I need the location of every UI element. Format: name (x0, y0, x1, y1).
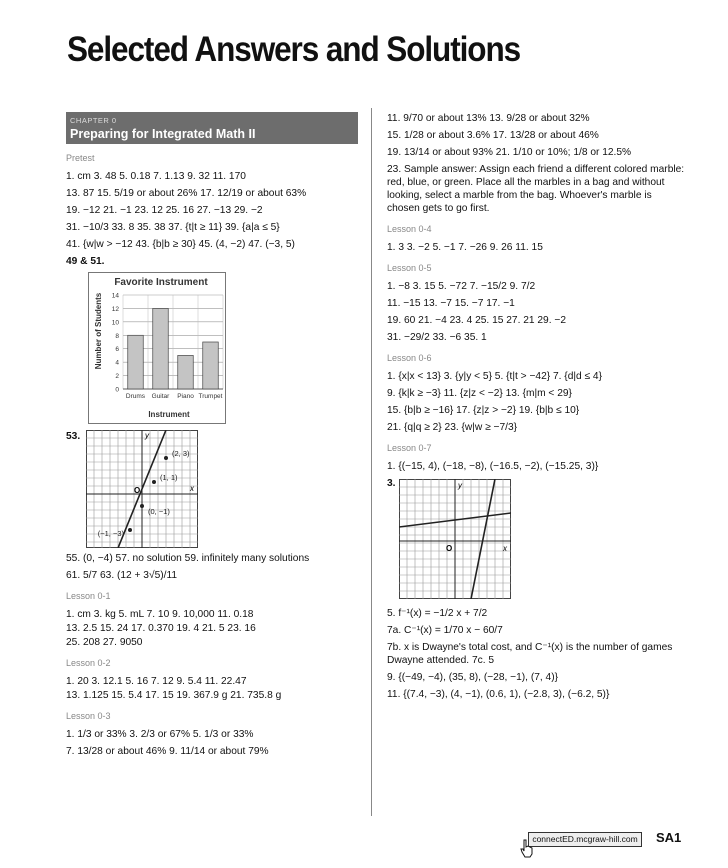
answer-line: 61. 5/7 63. (12 + 3√5)/11 (66, 570, 178, 581)
chart-category-label: Piano (177, 393, 194, 400)
graph-53-label: 53. (66, 431, 81, 442)
chart-bar (128, 335, 144, 389)
answer-line: 5. f⁻¹(x) = −1/2 x + 7/2 (387, 608, 488, 619)
graph-53-point-label: (2, 3) (172, 449, 190, 458)
right-column (387, 112, 687, 705)
lesson-heading: Lesson 0-1 (66, 591, 111, 601)
graph-53-point-label: (1, 1) (160, 473, 178, 482)
answer-line: 1. {(−15, 4), (−18, −8), (−16.5, −2), (−15.25, 3)} (387, 461, 599, 472)
answer-line: 1. −8 3. 15 5. −72 7. −15/2 9. 7/2 (387, 281, 536, 292)
chapter-title: Preparing for Integrated Math II (70, 127, 256, 141)
chart-category-label: Trumpet (198, 393, 223, 400)
answer-line: 13. 1.125 15. 5.4 17. 15 19. 367.9 g 21. 735.8 g (66, 690, 282, 701)
answer-line: 55. (0, −4) 57. no solution 59. infinitely many solutions (66, 553, 310, 564)
chart-category-label: Drums (125, 393, 146, 400)
answer-line: 1. 3 3. −2 5. −1 7. −26 9. 26 11. 15 (387, 242, 543, 253)
answer-line: 11. 9/70 or about 13% 13. 9/28 or about 32% (387, 113, 590, 124)
answer-line: 21. {q|q ≥ 2} 23. {w|w ≥ −7/3} (387, 422, 518, 433)
graph-3-label: 3. (387, 478, 396, 489)
graph-53-point (128, 528, 132, 532)
page-title: Selected Answers and Solutions (67, 30, 521, 69)
lesson-heading: Lesson 0-6 (387, 353, 432, 363)
answer-paragraph: 7b. x is Dwayne's total cost, and C⁻¹(x) is the number of games Dwayne attended. 7c. 5 (387, 642, 673, 666)
chapter-banner (66, 112, 358, 144)
answer-line: 41. {w|w > −12 43. {b|b ≥ 30} 45. (4, −2) 47. (−3, 5) (66, 239, 295, 250)
chart-bar (153, 308, 169, 389)
footer-url-link[interactable]: connectED.mcgraw-hill.com (528, 832, 642, 847)
chart-x-axis-label: Instrument (148, 410, 190, 419)
hand-pointer-icon (519, 838, 535, 858)
chart-y-tick-label: 0 (115, 386, 119, 394)
lesson-heading: Lesson 0-2 (66, 658, 111, 668)
answer-line: 19. −12 21. −1 23. 12 25. 16 27. −13 29. −2 (66, 205, 263, 216)
graph-53 (86, 430, 198, 548)
page-number: SA1 (656, 830, 682, 845)
answer-line: 31. −29/2 33. −6 35. 1 (387, 332, 487, 343)
chart-y-tick-label: 12 (111, 305, 119, 313)
lesson-heading: Lesson 0-3 (66, 711, 111, 721)
answer-line: 1. cm 3. 48 5. 0.18 7. 1.13 9. 32 11. 170 (66, 171, 246, 182)
answer-line: 31. −10/3 33. 8 35. 38 37. {t|t ≥ 11} 39. {a|a ≤ 5} (66, 222, 280, 233)
chart-title: Favorite Instrument (114, 277, 208, 288)
graph-3 (399, 479, 511, 599)
answer-line: 1. {x|x < 13} 3. {y|y < 5} 5. {t|t > −42} 7. {d|d ≤ 4} (387, 371, 602, 382)
graph-3-line-inverse (471, 479, 495, 599)
chart-y-tick-label: 10 (111, 319, 119, 327)
chart-y-tick-label: 6 (115, 346, 119, 354)
lesson-heading: Lesson 0-4 (387, 224, 432, 234)
chart-bar (203, 342, 219, 389)
y-axis-label: y (145, 431, 149, 440)
graph-53-point (152, 480, 156, 484)
bar-chart-svg (89, 273, 225, 423)
answer-line: 7. 13/28 or about 46% 9. 11/14 or about 79% (66, 746, 269, 757)
answer-line: 15. {b|b ≥ −16} 17. {z|z > −2} 19. {b|b ≤ 10} (387, 405, 580, 416)
chart-y-tick-label: 14 (111, 292, 119, 300)
graph-53-point-label: (−1, −3) (97, 529, 124, 538)
answer-line: 13. 87 15. 5/19 or about 26% 17. 12/19 or about 63% (66, 188, 307, 199)
graph-53-block (66, 430, 358, 548)
lesson-heading: Lesson 0-5 (387, 263, 432, 273)
answer-line: 9. {k|k ≥ −3} 11. {z|z < −2} 13. {m|m < 29} (387, 388, 572, 399)
answer-line: 15. 1/28 or about 3.6% 17. 13/28 or about 46% (387, 130, 599, 141)
column-divider (371, 108, 372, 816)
x-axis-label: x (190, 484, 194, 493)
chart-y-tick-label: 2 (115, 373, 119, 381)
pretest-heading: Pretest (66, 153, 95, 163)
chapter-label: CHAPTER 0 (70, 116, 117, 125)
graph-53-point (164, 456, 168, 460)
chart-bar (178, 355, 194, 389)
bar-chart (88, 272, 226, 424)
chart-y-tick-label: 8 (115, 332, 119, 340)
answer-line: 11. −15 13. −7 15. −7 17. −1 (387, 298, 515, 309)
x-axis-label: x (503, 544, 507, 553)
origin-label: O (134, 486, 141, 495)
answer-line: 1. cm 3. kg 5. mL 7. 10 9. 10,000 11. 0.18 (66, 609, 254, 620)
lesson-heading: Lesson 0-7 (387, 443, 432, 453)
answer-line: 13. 2.5 15. 24 17. 0.370 19. 4 21. 5 23. 16 (66, 623, 256, 634)
answer-line: 1. 20 3. 12.1 5. 16 7. 12 9. 5.4 11. 22.47 (66, 676, 247, 687)
origin-label: O (446, 544, 453, 553)
answer-line: 11. {(7.4, −3), (4, −1), (0.6, 1), (−2.8, 3), (−6.2, 5)} (387, 689, 610, 700)
chart-y-tick-label: 4 (115, 359, 119, 367)
graph-53-point-label: (0, −1) (148, 507, 170, 516)
answer-line: 7a. C⁻¹(x) = 1/70 x − 60/7 (387, 625, 503, 636)
left-column (66, 112, 358, 762)
graph-53-point (140, 504, 144, 508)
answer-line: 25. 208 27. 9050 (66, 637, 143, 648)
y-axis-label: y (458, 481, 462, 490)
answer-line: 9. {(−49, −4), (35, 8), (−28, −1), (7, 4)} (387, 672, 559, 683)
answer-line: 49 & 51. (66, 256, 105, 267)
answer-line: 1. 1/3 or 33% 3. 2/3 or 67% 5. 1/3 or 33% (66, 729, 254, 740)
graph-3-block (387, 477, 687, 601)
answer-line: 19. 13/14 or about 93% 21. 1/10 or 10%; 1/8 or 12.5% (387, 147, 632, 158)
chart-category-label: Guitar (151, 393, 170, 400)
answer-line: 19. 60 21. −4 23. 4 25. 15 27. 21 29. −2 (387, 315, 566, 326)
answer-paragraph: 23. Sample answer: Assign each friend a different colored marble: red, blue, or green. Place all the marbles in a bag and without looking, select a marble from the bag. Whoever's marble is chosen gets to go first. (387, 164, 685, 214)
chart-y-axis-label: Number of Students (94, 292, 103, 370)
